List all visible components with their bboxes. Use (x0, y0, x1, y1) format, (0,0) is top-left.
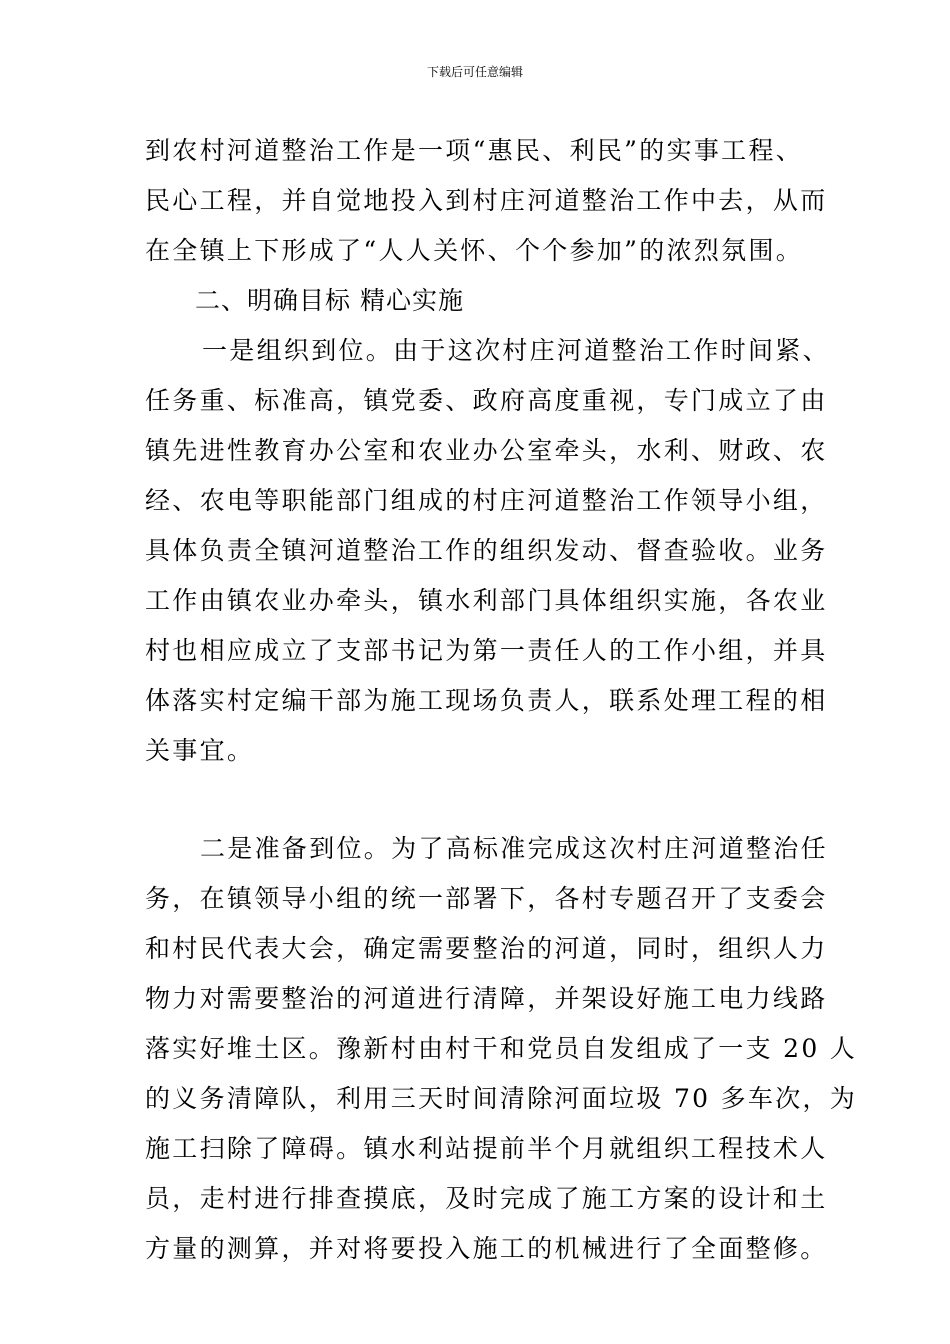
text-line: 和村民代表大会，确定需要整治的河道，同时，组织人力 (145, 934, 828, 963)
text-line: 施工扫除了障碍。镇水利站提前半个月就组织工程技术人 (145, 1134, 828, 1163)
text-line: 任务重、标准高，镇党委、政府高度重视，专门成立了由 (145, 386, 828, 415)
document-body (145, 126, 858, 1274)
text-line: 二是准备到位。为了高标准完成这次村庄河道整治任 (200, 834, 828, 863)
text-line: 民心工程，并自觉地投入到村庄河道整治工作中去，从而 (145, 186, 828, 215)
text-line: 村也相应成立了支部书记为第一责任人的工作小组，并具 (145, 636, 828, 665)
text-line: 关事宜。 (145, 736, 255, 765)
paragraph-gap (145, 776, 810, 824)
text-line: 的义务清障队，利用三天时间清除河面垃圾 70 多车次，为 (145, 1084, 858, 1113)
text-line: 工作由镇农业办牵头，镇水利部门具体组织实施，各农业 (145, 586, 828, 615)
text-line: 到农村河道整治工作是一项“惠民、利民”的实事工程、 (145, 136, 804, 165)
text-line: 镇先进性教育办公室和农业办公室牵头，水利、财政、农 (145, 436, 828, 465)
text-line: 物力对需要整治的河道进行清障，并架设好施工电力线路 (145, 984, 828, 1013)
paragraph-2 (145, 326, 830, 776)
text-line: 一是组织到位。由于这次村庄河道整治工作时间紧、 (202, 336, 830, 365)
paragraph-1 (145, 126, 828, 276)
text-line: 方量的测算，并对将要投入施工的机械进行了全面整修。 (145, 1234, 828, 1263)
text-line: 务，在镇领导小组的统一部署下，各村专题召开了支委会 (145, 884, 828, 913)
paragraph-3 (145, 824, 858, 1274)
text-line: 具体负责全镇河道整治工作的组织发动、督查验收。业务 (145, 536, 828, 565)
text-line: 员，走村进行排查摸底，及时完成了施工方案的设计和土 (145, 1184, 828, 1213)
text-line: 体落实村定编干部为施工现场负责人，联系处理工程的相 (145, 686, 828, 715)
page-header: 下载后可任意编辑 (426, 65, 523, 79)
text-line: 落实好堆土区。豫新村由村干和党员自发组成了一支 20 人 (145, 1034, 858, 1063)
text-line: 经、农电等职能部门组成的村庄河道整治工作领导小组， (145, 486, 828, 515)
text-line: 在全镇上下形成了“人人关怀、个个参加”的浓烈氛围。 (145, 236, 804, 265)
section-heading: 二、明确目标 精心实施 (195, 286, 464, 315)
